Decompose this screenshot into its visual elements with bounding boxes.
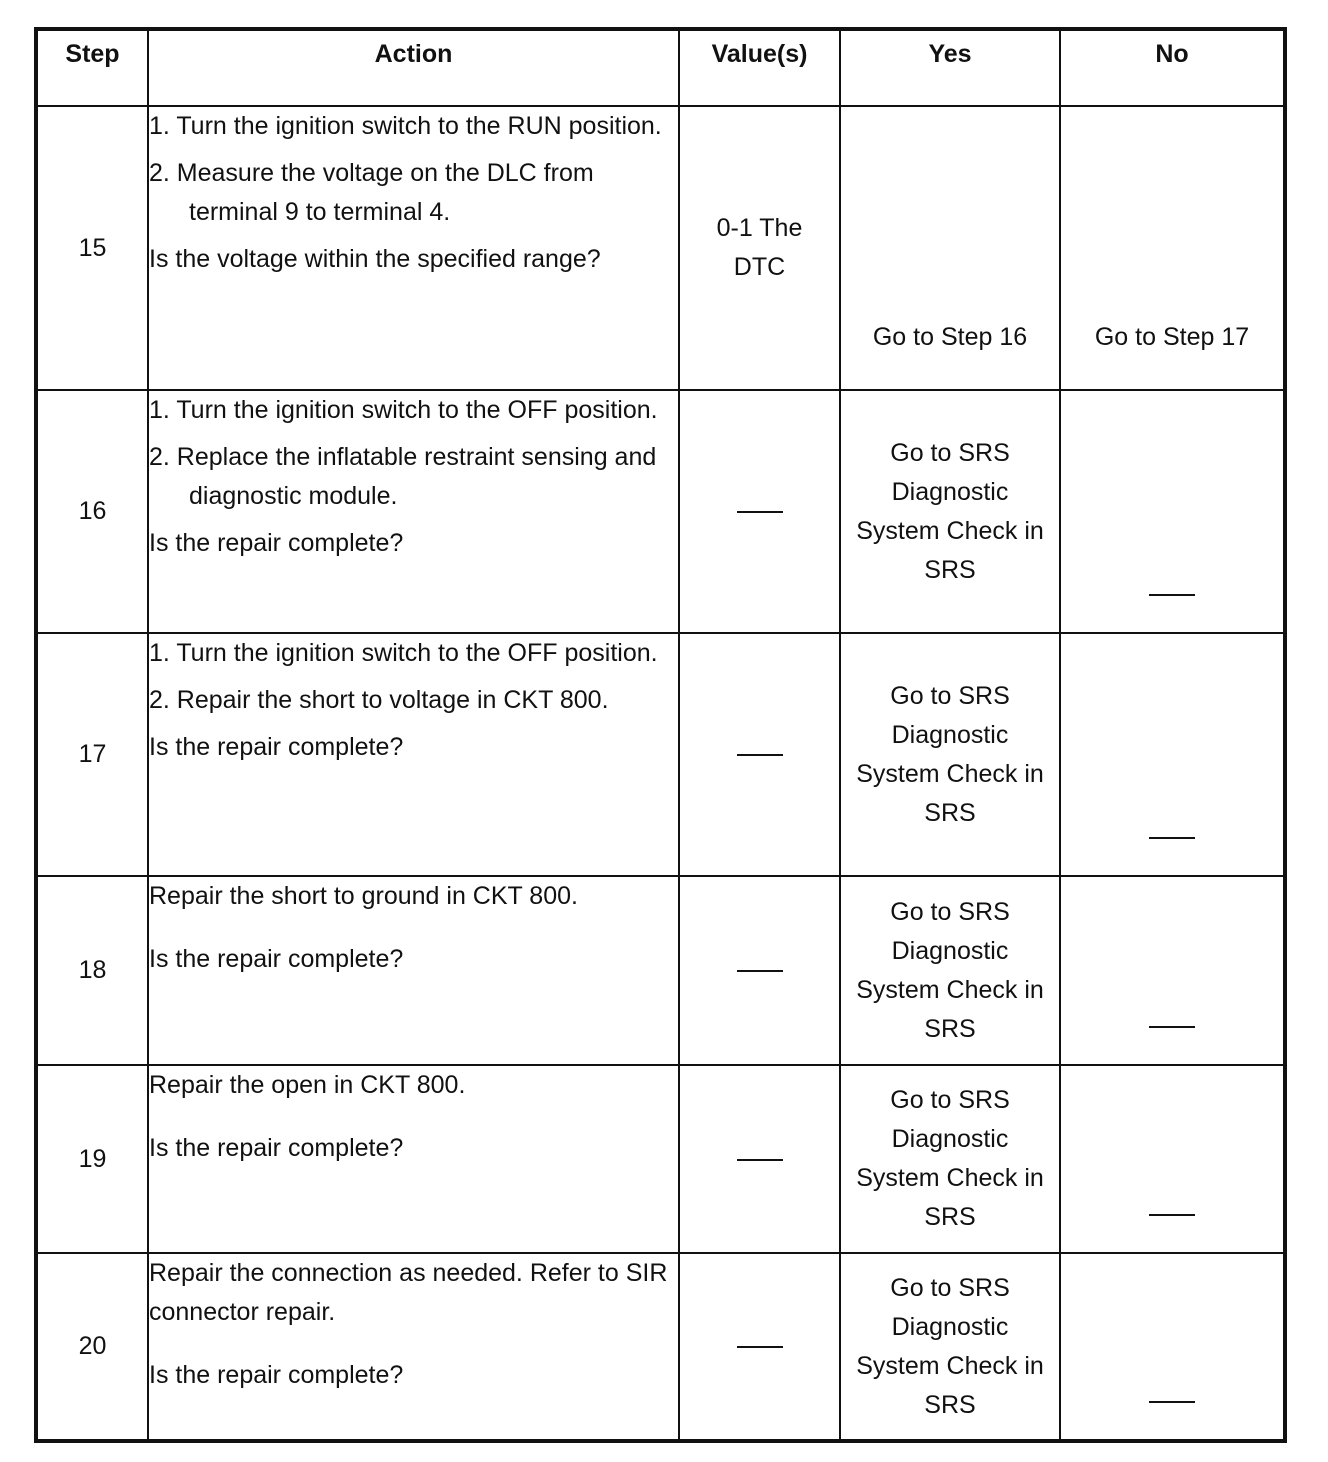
empty-no-dash	[1149, 1026, 1195, 1028]
yes-cell	[840, 876, 1060, 1065]
action-question: Is the repair complete?	[149, 1361, 404, 1389]
yes-cell	[840, 1253, 1060, 1441]
yes-text: Go to SRS Diagnostic System Check in SRS	[856, 897, 1044, 1043]
value-cell	[679, 106, 840, 390]
header-step: Step	[36, 29, 148, 106]
action-cell	[148, 1253, 679, 1441]
step-number: 18	[36, 876, 148, 1065]
empty-value-dash	[737, 1159, 783, 1161]
yes-text: Go to SRS Diagnostic System Check in SRS	[856, 438, 1044, 584]
no-cell	[1060, 633, 1285, 876]
action-item: 1. Turn the ignition switch to the RUN position.	[149, 112, 662, 140]
yes-cell	[840, 633, 1060, 876]
action-cell	[148, 1065, 679, 1253]
table-row-step-20	[36, 1253, 1285, 1441]
empty-no-dash	[1149, 1401, 1195, 1403]
action-item: Repair the short to ground in CKT 800.	[149, 882, 578, 910]
header-values: Value(s)	[679, 29, 840, 106]
table-row-step-18	[36, 876, 1285, 1065]
action-cell	[148, 106, 679, 390]
value-text: 0-1 The DTC	[716, 214, 803, 281]
no-cell	[1060, 390, 1285, 633]
empty-no-dash	[1149, 594, 1195, 596]
action-question: Is the repair complete?	[149, 733, 404, 761]
empty-value-dash	[737, 970, 783, 972]
header-action: Action	[148, 29, 679, 106]
empty-value-dash	[737, 754, 783, 756]
value-cell	[679, 633, 840, 876]
action-item: Repair the connection as needed. Refer to SIR connector repair.	[149, 1259, 668, 1326]
no-cell	[1060, 1065, 1285, 1253]
action-item: Repair the open in CKT 800.	[149, 1071, 466, 1099]
action-cell	[148, 390, 679, 633]
action-question: Is the voltage within the specified range?	[149, 245, 601, 273]
action-item: 1. Turn the ignition switch to the OFF position.	[149, 396, 658, 424]
header-no: No	[1060, 29, 1285, 106]
yes-text: Go to SRS Diagnostic System Check in SRS	[856, 681, 1044, 827]
action-cell	[148, 876, 679, 1065]
action-item: 2. Repair the short to voltage in CKT 800.	[149, 686, 609, 714]
yes-cell	[840, 390, 1060, 633]
table-row-step-17	[36, 633, 1285, 876]
action-item: 2. Replace the inflatable restraint sensing and diagnostic module.	[149, 443, 657, 510]
action-item: 2. Measure the voltage on the DLC from terminal 9 to terminal 4.	[149, 159, 594, 226]
header-row	[36, 29, 1285, 106]
empty-no-dash	[1149, 1214, 1195, 1216]
no-cell	[1060, 1253, 1285, 1441]
value-cell	[679, 1065, 840, 1253]
table-row-step-15	[36, 106, 1285, 390]
action-question: Is the repair complete?	[149, 1134, 404, 1162]
yes-cell	[840, 1065, 1060, 1253]
yes-text: Go to SRS Diagnostic System Check in SRS	[856, 1273, 1044, 1419]
table-row-step-16	[36, 390, 1285, 633]
step-number: 19	[36, 1065, 148, 1253]
step-number: 17	[36, 633, 148, 876]
table-row-step-19	[36, 1065, 1285, 1253]
diagnostic-table-wrapper	[34, 27, 1283, 1443]
action-cell	[148, 633, 679, 876]
action-item: 1. Turn the ignition switch to the OFF position.	[149, 639, 658, 667]
step-number: 16	[36, 390, 148, 633]
empty-value-dash	[737, 1346, 783, 1348]
yes-cell: Go to Step 16	[840, 106, 1060, 390]
value-cell	[679, 876, 840, 1065]
step-number: 15	[36, 106, 148, 390]
diagnostic-table	[34, 27, 1287, 1443]
empty-no-dash	[1149, 837, 1195, 839]
empty-value-dash	[737, 511, 783, 513]
no-cell	[1060, 876, 1285, 1065]
action-question: Is the repair complete?	[149, 529, 404, 557]
no-cell: Go to Step 17	[1060, 106, 1285, 390]
value-cell	[679, 390, 840, 633]
value-cell	[679, 1253, 840, 1441]
header-yes: Yes	[840, 29, 1060, 106]
yes-text: Go to SRS Diagnostic System Check in SRS	[856, 1086, 1044, 1231]
action-question: Is the repair complete?	[149, 945, 404, 973]
step-number: 20	[36, 1253, 148, 1441]
